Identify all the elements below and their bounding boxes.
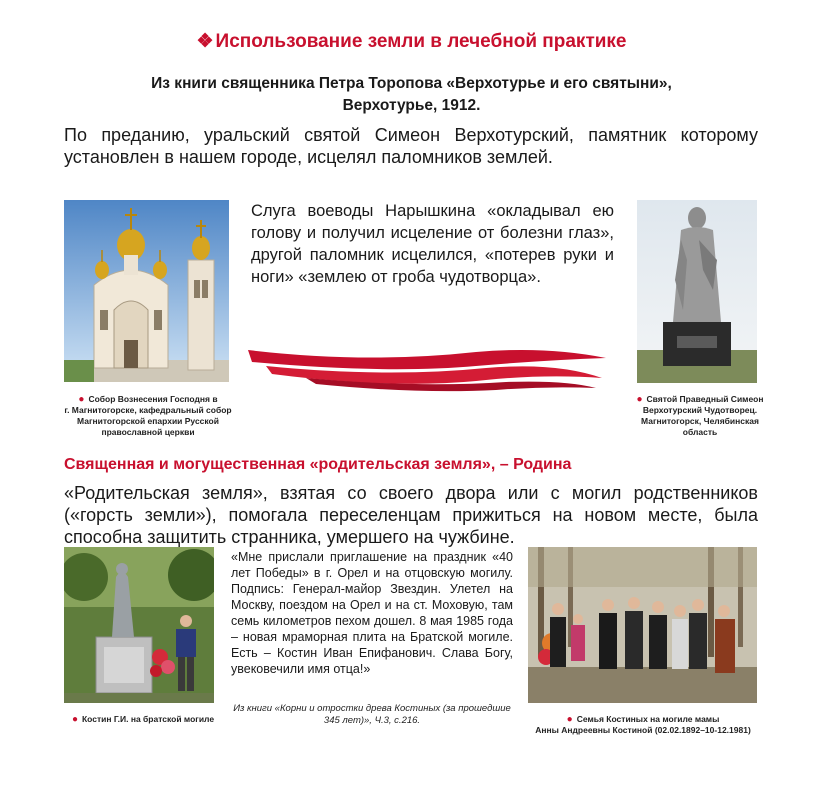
page-title [0,30,823,53]
book-reference-line1: Из книги священника Петра Торопова «Верхотурье и его святыни», [151,75,672,92]
red-bullet-icon: ● [636,394,643,405]
red-bullet-icon: ● [566,714,573,725]
cathedral-caption [58,394,238,438]
monument-caption-line1: Святой Праведный Симеон [646,394,764,404]
kostin-quote: «Мне прислали приглашение на праздник «40 лет Победы» в г. Орел и на отцовскую могилу. Подпись: Генерал-майор Звездин. Улетел на Москву, поездом на Орел и на ст. Моховую, там семь километров пехом дошел. 8 мая 1985 года – новая мраморная плита на Братской могиле. Есть – Костин Иван Епифанович. Слава Богу, увековечили имя отца!» [231,550,513,676]
cathedral-caption-line3: Магнитогорской епархии Русской [77,416,219,426]
red-ribbon-decoration [246,340,608,392]
cathedral-photo [64,200,229,382]
cathedral-caption-line2: г. Магнитогорске, кафедральный собор [64,405,232,415]
native-land-paragraph: «Родительская земля», взятая со своего двора или с могил родственников («горсть земли»), помогала переселенцам прижиться на новом месте, была способна защитить странника, умершего на чужбине. [64,483,758,547]
family-caption-line2: Анны Андреевны Костиной (02.02.1892–10-12.1981) [535,725,751,735]
book-reference-line2: Верхотурье, 1912. [342,97,481,114]
kostin-grave-photo [64,547,214,703]
intro-paragraph: По преданию, уральский святой Симеон Верхотурский, памятник которому установлен в нашем городе, исцелял паломников землей. [64,125,758,167]
family-caption-line1: Семья Костиных на могиле мамы [576,714,720,724]
healing-quote: Слуга воеводы Нарышкина «окладывал ею голову и получил исцеление от болезни глаз», другой паломник исцелился, «потерев руки и ноги» «землею от гроба чудотворца». [251,202,614,286]
kostin-caption [58,714,228,725]
section-heading: Священная и могущественная «родительская земля», – Родина [64,456,572,473]
kostin-quote-source: Из книги «Корни и отростки древа Костиных (за прошедшие 345 лет)», Ч.3, с.216. [233,703,511,726]
cathedral-caption-line1: Собор Вознесения Господня в [88,394,218,404]
monument-caption-line3: Магнитогорск, Челябинская [641,416,759,426]
monument-caption [630,394,770,438]
red-bullet-icon: ● [71,714,78,725]
family-caption [516,714,770,736]
monument-caption-line4: область [682,427,718,437]
family-photo [528,547,757,703]
diamond-bullet-icon: ❖ [196,31,214,52]
cathedral-caption-line4: православной церкви [101,427,195,437]
monument-photo [637,200,757,383]
book-reference [100,73,723,117]
page-title-text: Использование земли в лечебной практике [215,31,627,52]
red-bullet-icon: ● [78,394,85,405]
kostin-caption-line1: Костин Г.И. на братской могиле [81,714,215,724]
monument-caption-line2: Верхотурский Чудотворец. [642,405,758,415]
